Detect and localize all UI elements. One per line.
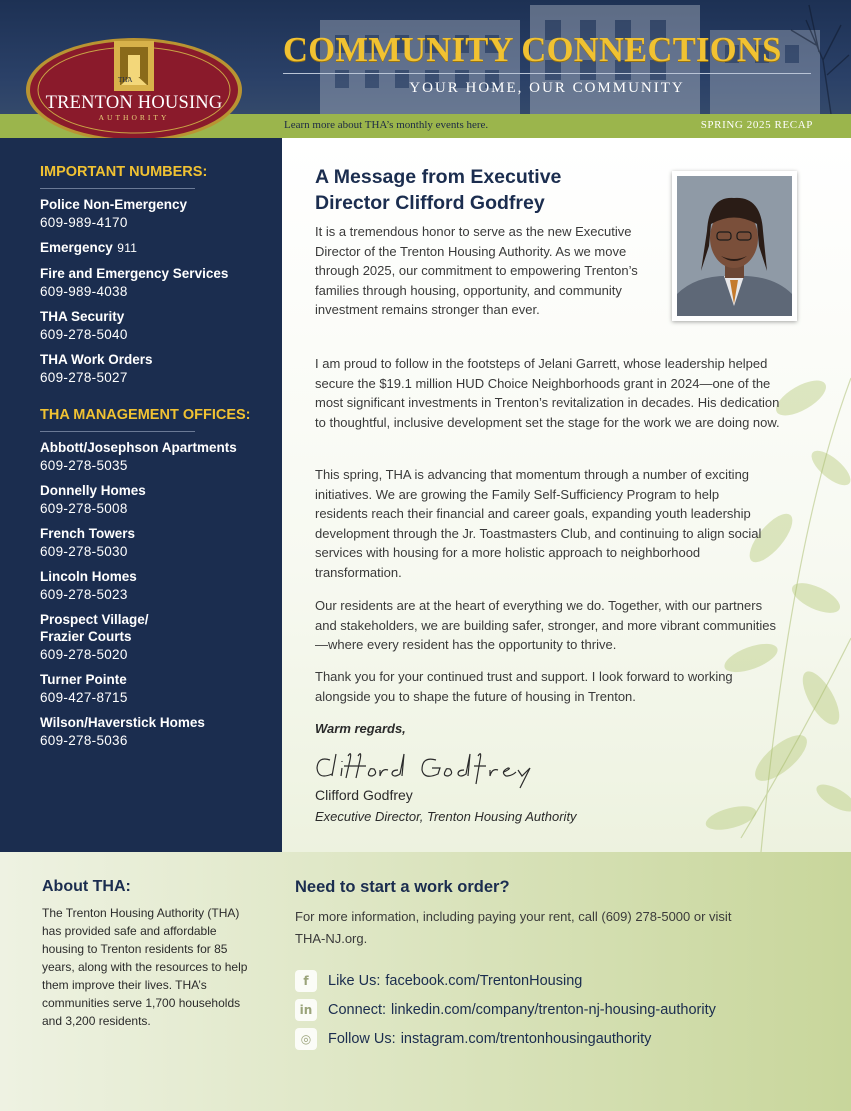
events-link[interactable]: Learn more about THA’s monthly events here. [284,119,489,131]
about-heading: About THA: [42,878,131,895]
office-name: Lincoln Homes [40,569,137,584]
contact-name: Police Non-Emergency [40,197,188,212]
contact-entry [40,196,282,232]
footer [0,852,851,1111]
contact-number[interactable]: 609-989-4038 [40,284,128,299]
newsletter-title: COMMUNITY CONNECTIONS [283,31,782,69]
social-facebook[interactable] [295,969,582,993]
contact-number[interactable]: 609-989-4170 [40,215,128,230]
message-paragraph: I am proud to follow in the footsteps of Jelani Garrett, whose leadership helped secure the $19.1 million HUD Choice Neighborhoods grant in 2024—one of the most significant investments in Trenton’s revitalization in decades. His dedication to thoughtful, inclusive development set the stage for the work we are doing now. [315,356,780,430]
message-paragraph: This spring, THA is advancing that momentum through a number of exciting initiatives. We are growing the Family Self-Sufficiency Program to help residents reach their financial and career goals, expanding youth leadership development through the Jr. Toastmasters Club, and continuing to align social services with housing for a more holistic approach to neighborhood transformation. [315,467,762,580]
sidebar-divider [40,431,195,432]
office-number[interactable]: 609-278-5035 [40,458,128,473]
office-entry [40,439,282,475]
instagram-icon[interactable]: ◎ [295,1028,317,1050]
office-name: Turner Pointe [40,672,127,687]
signatory-name: Clifford Godfrey [315,787,413,803]
tha-logo [24,33,244,143]
office-number[interactable]: 609-427-8715 [40,690,128,705]
director-photo [672,171,797,321]
office-name: Prospect Village/ [40,612,149,627]
social-label: Like Us: [328,973,381,989]
logo-sub: AUTHORITY [98,113,170,122]
issue-label: SPRING 2025 RECAP [700,119,813,131]
about-text: The Trenton Housing Authority (THA) has provided safe and affordable housing to Trenton residents for 85 years, along with the resources to help them improve their lives. THA’s communities serve 1,700 households and 3,200 residents. [42,906,248,1028]
office-number[interactable]: 609-278-5030 [40,544,128,559]
contact-number[interactable]: 609-278-5027 [40,370,128,385]
linkedin-icon[interactable]: in [295,999,317,1021]
office-entry [40,671,282,707]
work-order-text: For more information, including paying your rent, call (609) 278-5000 or visit THA-NJ.org. [295,909,732,946]
director-message [282,138,851,852]
logo-tha-mark: THA [118,76,133,84]
office-number[interactable]: 609-278-5023 [40,587,128,602]
social-label: Follow Us: [328,1031,396,1047]
facebook-icon[interactable]: f [295,970,317,992]
important-numbers-heading: IMPORTANT NUMBERS: [40,164,208,180]
management-offices-heading: THA MANAGEMENT OFFICES: [40,407,251,423]
contact-name: THA Security [40,309,125,324]
social-linkedin[interactable] [295,998,716,1022]
office-number[interactable]: 609-278-5008 [40,501,128,516]
office-name-line2: Frazier Courts [40,629,132,644]
signatory-title: Executive Director, Trenton Housing Authority [315,809,577,824]
office-entry [40,482,282,518]
message-title: A Message from Executive Director Clifford Godfrey [315,166,562,214]
social-instagram[interactable] [295,1027,651,1051]
office-name: Wilson/Haverstick Homes [40,715,205,730]
contact-entry [40,239,282,258]
logo-name: TRENTON HOUSING [45,93,223,113]
office-number[interactable]: 609-278-5036 [40,733,128,748]
sidebar-contacts [0,138,282,852]
facebook-link[interactable]: facebook.com/TrentonHousing [385,973,583,989]
logo-wordmark [24,93,244,122]
message-paragraph: It is a tremendous honor to serve as the new Executive Director of the Trenton Housing Authority. As we move through 2025, our commitment to empowering Trenton’s families through housing, opportunity, and community investment remains stronger than ever. [315,224,638,318]
office-entry [40,714,282,750]
instagram-link[interactable]: instagram.com/trentonhousingauthority [400,1031,652,1047]
message-paragraph: Thank you for your continued trust and support. I look forward to working alongside you to shape the future of housing in Trenton. [315,669,733,704]
office-entry [40,568,282,604]
office-entry [40,525,282,561]
contact-name: THA Work Orders [40,352,153,367]
work-order-heading: Need to start a work order? [295,878,510,896]
office-name: Abbott/Josephson Apartments [40,440,237,455]
message-paragraph: Our residents are at the heart of everything we do. Together, with our partners and stakeholders, we are building safer, stronger, and more vibrant communities—where every resident has the opportunity to thrive. [315,598,777,653]
sidebar-divider [40,188,195,189]
social-label: Connect: [328,1002,387,1018]
contact-name: Fire and Emergency Services [40,266,229,281]
portrait-image [677,176,792,316]
contact-number[interactable]: 609-278-5040 [40,327,128,342]
office-name: Donnelly Homes [40,483,146,498]
handwritten-signature [312,744,552,790]
contact-entry [40,308,282,344]
contact-entry [40,265,282,301]
title-divider [283,73,811,74]
contact-name: Emergency [40,240,113,255]
office-name: French Towers [40,526,136,541]
closing-text: Warm regards, [315,721,406,736]
contact-entry [40,351,282,387]
office-number[interactable]: 609-278-5020 [40,647,128,662]
office-entry [40,611,282,664]
linkedin-link[interactable]: linkedin.com/company/trenton-nj-housing-authority [391,1002,716,1018]
contact-number[interactable]: 911 [117,241,138,255]
newsletter-subtitle: YOUR HOME, OUR COMMUNITY [409,80,685,96]
